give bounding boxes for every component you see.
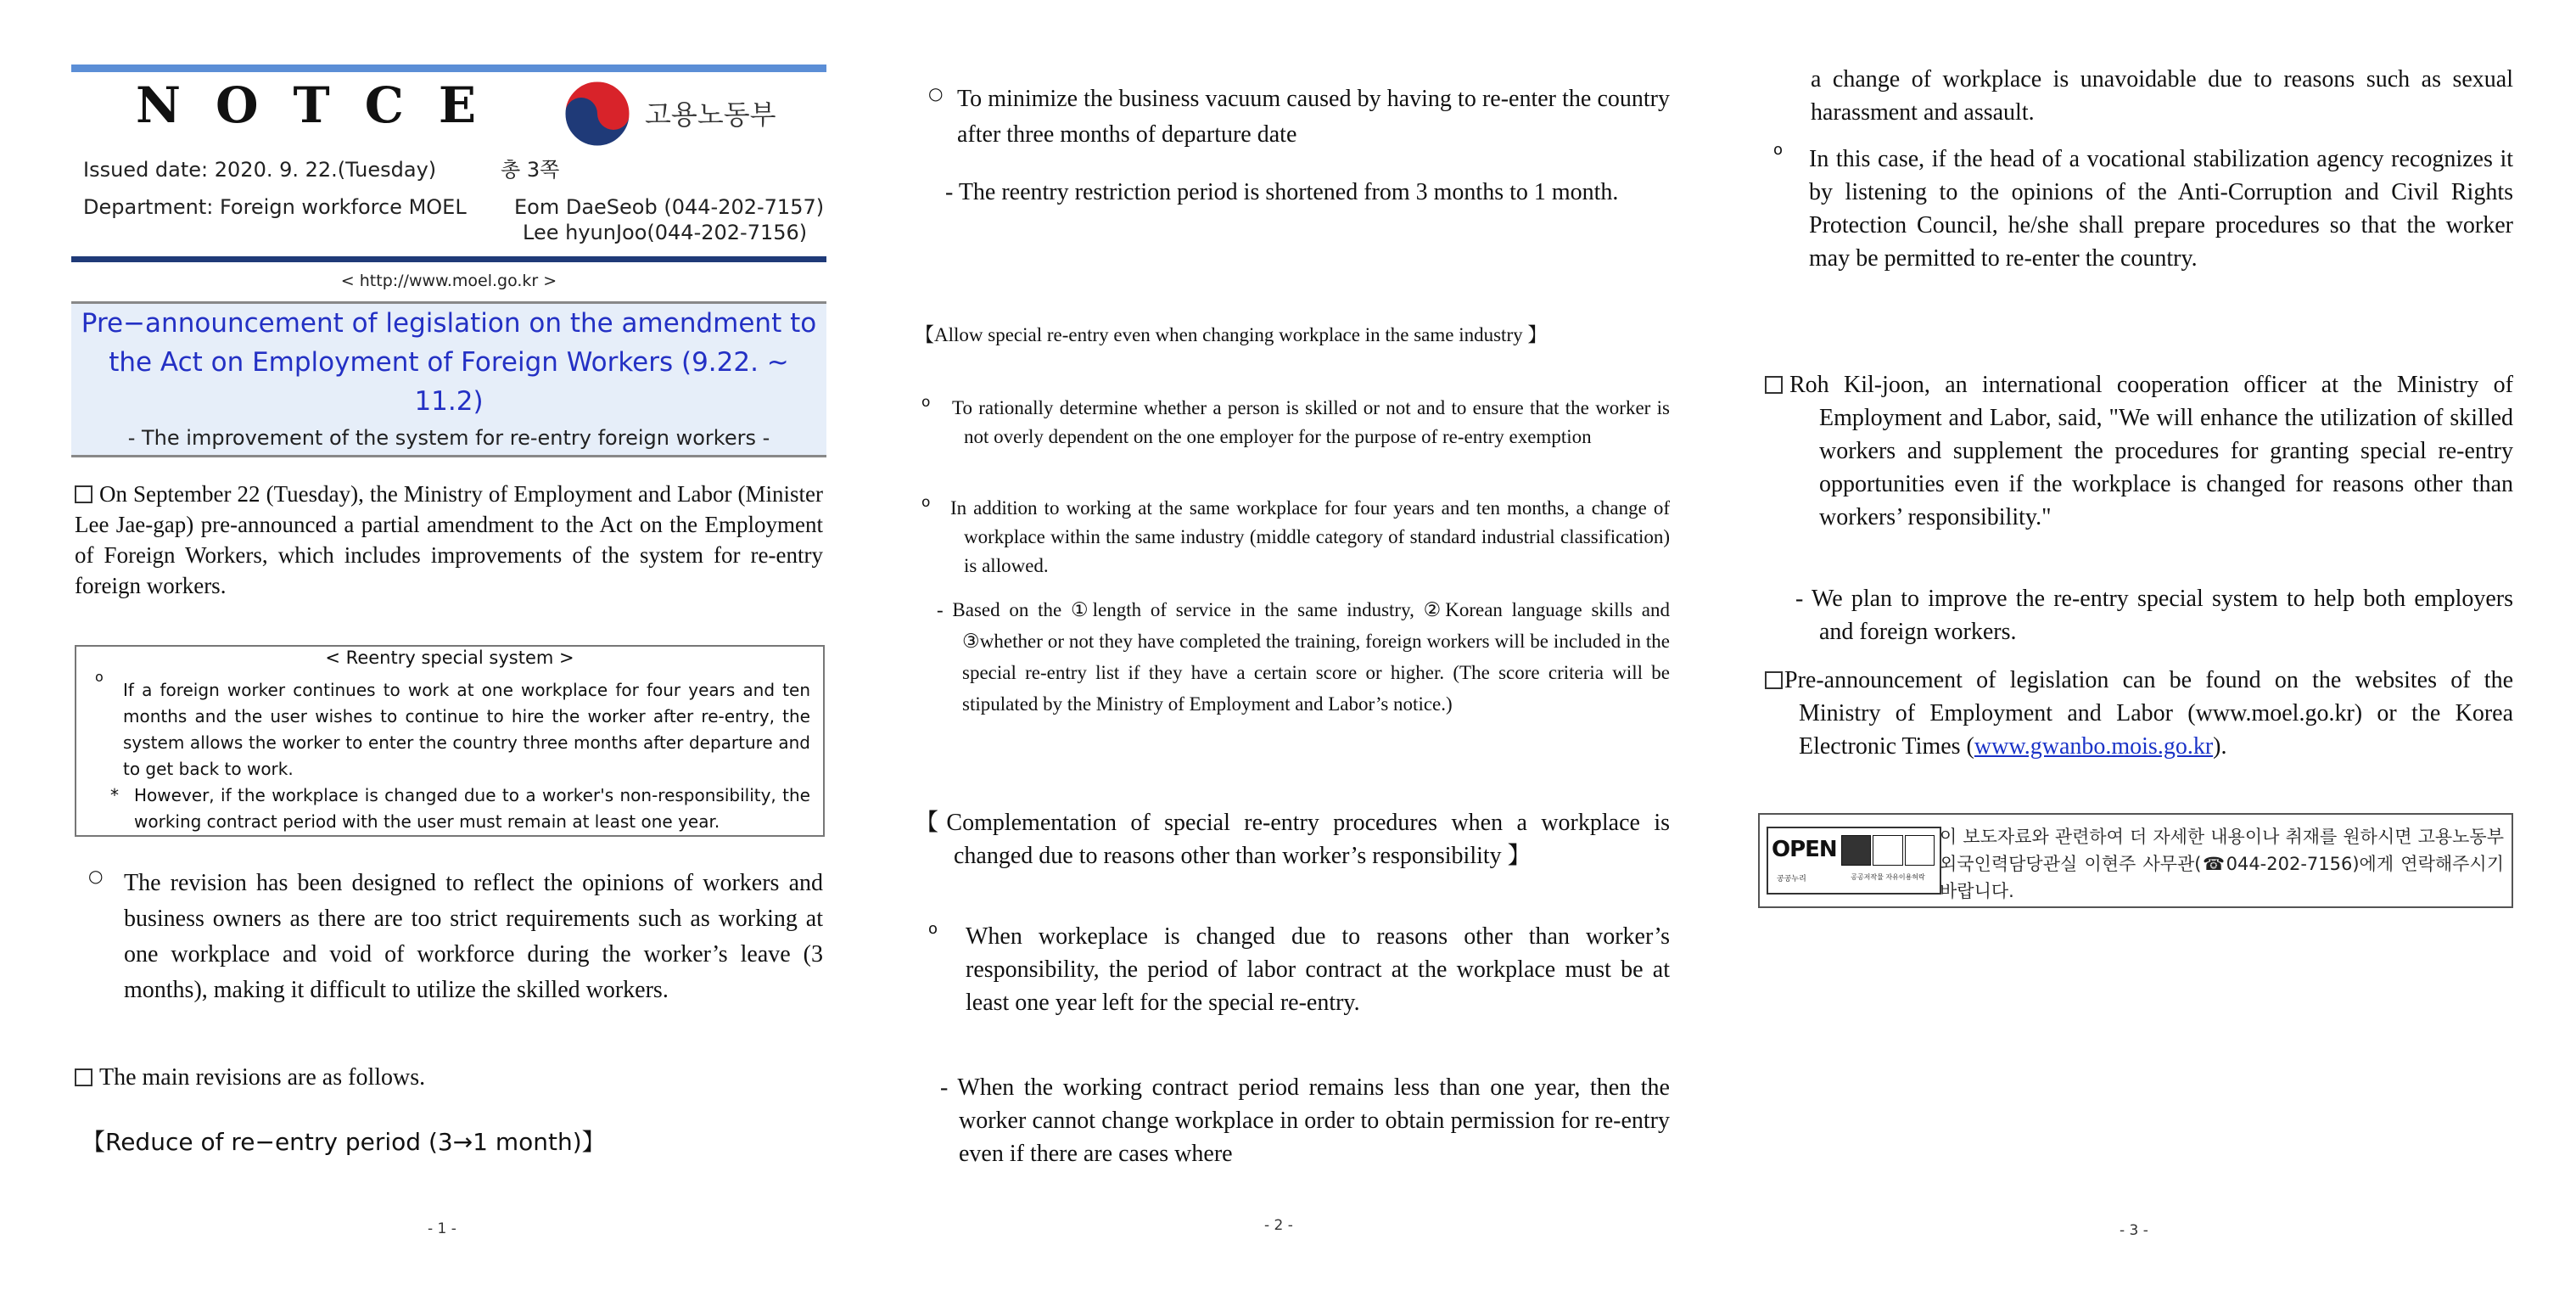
p3-change-unavoidable: a change of workplace is unavoidable due to reasons such as sexual harassment and assault. bbox=[1811, 66, 2513, 126]
intro-paragraph: On September 22 (Tuesday), the Ministry of Employment and Labor (Minister Lee Jae-gap) pre-announced a partial amendment to the Act on the Employment of Foreign Workers, which includes improvements of the system for re-entry foreign workers. bbox=[75, 481, 823, 598]
bullet-circle-icon: o bbox=[1773, 141, 1784, 159]
contact-1: Eom DaeSeob (044-202-7157) bbox=[514, 195, 825, 219]
page-1 bbox=[71, 0, 826, 1290]
ministry-name: 고용노동부 bbox=[645, 98, 776, 131]
bullet-circle-icon: ○ bbox=[88, 866, 104, 886]
page-title: Pre−announcement of legislation on the amendment to the Act on Employment of Foreign Workers (9.22. ~ 11.2) bbox=[81, 308, 817, 417]
header-top-bar bbox=[71, 64, 826, 72]
open-logo-small: 공공누리 bbox=[1777, 875, 1806, 883]
department: Department: Foreign workforce MOEL bbox=[83, 195, 467, 219]
ministry-logo-icon bbox=[563, 80, 631, 148]
checkbox-bullet-icon bbox=[75, 485, 92, 503]
checkbox-bullet-icon bbox=[75, 1068, 92, 1086]
revision-paragraph: The revision has been designed to reflect the opinions of workers and business owners as there are too strict requirements such as working at one workplace and void of workforce during the worker’s leave (3 months), making it difficult to utilize the skilled workers. bbox=[124, 870, 823, 1003]
main-revisions-line: The main revisions are as follows. bbox=[75, 1064, 821, 1091]
page-count: 총 3쪽 bbox=[501, 158, 560, 182]
p2-rationally-paragraph: To rationally determine whether a person is skilled or not and to ensure that the worker is not overly dependent on the one employer for the purpose of re-entry exemption bbox=[952, 397, 1670, 447]
section-reduce-period: 【Reduce of re−entry period (3→1 month)】 bbox=[81, 1128, 606, 1156]
p3-in-this-case: In this case, if the head of a vocational stabilization agency recognizes it by listening to the opinions of the Anti-Corruption and Civil Rights Protection Council, he/she shall prepare procedures so that the worker may be permitted to re-enter the country. bbox=[1809, 146, 2513, 272]
contact-footer-box bbox=[1758, 813, 2513, 908]
gwanbo-link[interactable]: www.gwanbo.mois.go.kr bbox=[1974, 733, 2214, 760]
bullet-circle-icon: ○ bbox=[928, 83, 944, 104]
p3-roh-statement: Roh Kil-joon, an international cooperation officer at the Ministry of Employment and Labor, said, "We will enhance the utilization of skilled workers and supplement the procedures for granting special re-entry opportunities even if the workplace is changed for reasons other than workers’ responsibility." bbox=[1765, 368, 2513, 534]
attribution-icon bbox=[1841, 835, 1871, 866]
p2-based-on-paragraph: - Based on the ①length of service in the same industry, ②Korean language skills and ③whether or not they have completed the training, foreign workers will be included in the special re-entry list if they have a certain score or higher. (The score criteria will be stipulated by the Ministry of Employment and Labor’s notice.) bbox=[937, 599, 1670, 715]
checkbox-bullet-icon bbox=[1765, 376, 1783, 394]
box-item-1: If a foreign worker continues to work at one workplace for four years and ten months and the user wishes to continue to hire the worker after re-entry, the system allows the worker to enter the country three months after departure and to get back to work. bbox=[123, 680, 810, 779]
noncommercial-icon bbox=[1873, 835, 1902, 866]
title-box bbox=[71, 301, 826, 457]
open-license-logo bbox=[1767, 827, 1941, 895]
section-same-industry: 【Allow special re-entry even when changing workplace in the same industry 】 bbox=[915, 324, 1548, 345]
box-item-2: However, if the workplace is changed due to a worker's non-responsibility, the working contract period with the user must remain at least one year. bbox=[134, 785, 810, 832]
bullet-circle-icon: o bbox=[928, 920, 938, 938]
p2-reentry-shortened: - The reentry restriction period is shortened from 3 months to 1 month. bbox=[945, 179, 1619, 205]
header-divider bbox=[71, 256, 826, 262]
notice-title: NOTCE bbox=[136, 76, 512, 134]
contact-2: Lee hyunJoo(044-202-7156) bbox=[523, 221, 808, 244]
box-bullet-icon: o bbox=[95, 669, 104, 685]
issued-date: Issued date: 2020. 9. 22.(Tuesday) bbox=[83, 158, 437, 182]
box-title: < Reentry special system > bbox=[325, 648, 574, 668]
reentry-system-box bbox=[75, 645, 825, 837]
page-number-1: - 1 - bbox=[428, 1220, 456, 1237]
page-3 bbox=[1758, 0, 2522, 1290]
page-2 bbox=[915, 0, 1670, 1290]
footer-contact-text: 이 보도자료와 관련하여 더 자세한 내용이나 취재를 원하시면 고용노동부 외국인력담당관실 이현주 사무관(☎044-202-7156)에게 연락해주시기 바랍니다. bbox=[1940, 827, 2504, 901]
section-complementation: 【Complementation of special re-entry procedures when a workplace is changed due to reasons other than worker’s responsibility 】 bbox=[915, 810, 1670, 869]
p2-addition-paragraph: In addition to working at the same workplace for four years and ten months, a change of workplace within the same industry (middle category of standard industrial classification) is allowed. bbox=[950, 497, 1670, 576]
license-icons bbox=[1841, 835, 1935, 866]
no-derivatives-icon bbox=[1905, 835, 1935, 866]
p2-workplace-changed: When workeplace is changed due to reasons other than worker’s responsibility, the period of labor contract at the workplace must be at least one year left for the special re-entry. bbox=[966, 923, 1670, 1016]
p2-minimize-paragraph: To minimize the business vacuum caused by having to re-enter the country after three months of departure date bbox=[957, 86, 1670, 148]
checkbox-bullet-icon bbox=[1765, 671, 1783, 689]
p3-plan-improve: - We plan to improve the re-entry special system to help both employers and foreign workers. bbox=[1795, 586, 2513, 645]
p3-preannouncement-links: Pre-announcement of legislation can be found on the websites of the Ministry of Employment and Labor (www.moel.go.kr) or the Korea Electronic Times (www.gwanbo.mois.go.kr). bbox=[1765, 664, 2513, 763]
open-logo-text: OPEN bbox=[1772, 837, 1837, 862]
bullet-circle-icon: o bbox=[921, 494, 931, 511]
page-number-2: - 2 - bbox=[1264, 1217, 1293, 1234]
p2-contract-period: - When the working contract period remains less than one year, then the worker cannot change workplace in order to obtain permission for re-entry even if there are cases where bbox=[940, 1074, 1670, 1167]
page-subtitle: - The improvement of the system for re-entry foreign workers - bbox=[127, 426, 770, 450]
page-number-3: - 3 - bbox=[2120, 1222, 2148, 1239]
ministry-url[interactable]: < http://www.moel.go.kr > bbox=[340, 272, 557, 290]
open-logo-caption: 공공저작물 자유이용허락 bbox=[1851, 873, 1925, 881]
box-note-mark: * bbox=[110, 785, 119, 805]
bullet-circle-icon: o bbox=[921, 394, 931, 411]
